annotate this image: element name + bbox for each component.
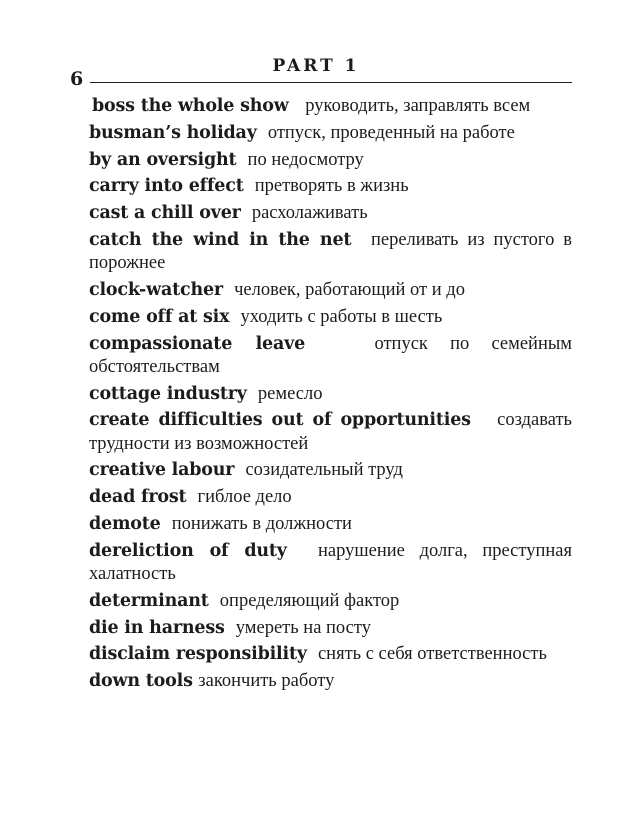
entry-term: catch the wind in the net <box>89 229 352 250</box>
entry-definition: ремесло <box>257 383 323 404</box>
glossary-entry <box>89 175 572 198</box>
glossary-entry <box>89 670 572 693</box>
entry-definition: расхолаживать <box>251 203 368 224</box>
glossary-entry <box>89 617 572 640</box>
glossary-entry <box>89 229 572 275</box>
glossary-entry <box>89 95 572 118</box>
entry-term: dereliction of duty <box>89 540 287 561</box>
entry-term: by an oversight <box>89 149 237 170</box>
entry-definition: человек, работающий от и до <box>234 279 465 300</box>
entry-term: disclaim responsibility <box>89 644 307 665</box>
entry-definition: закончить работу <box>198 671 335 692</box>
glossary-entry <box>89 540 572 586</box>
entry-definition: руководить, заправлять всем <box>305 96 531 116</box>
entry-definition: отпуск по семейным обстоятельствам <box>89 333 572 377</box>
glossary-entry <box>89 409 572 455</box>
entry-term: come off at six <box>89 306 230 327</box>
glossary-entry <box>89 122 572 145</box>
entry-term: create difficulties out of opportunities <box>89 410 471 431</box>
entry-term: creative labour <box>89 460 235 481</box>
entry-term: carry into effect <box>89 176 244 197</box>
entry-definition: отпуск, проведенный на работе <box>267 122 515 143</box>
entry-definition: гиблое дело <box>197 487 292 508</box>
entry-definition: уходить с работы в шесть <box>240 306 443 327</box>
entry-term: determinant <box>89 590 209 611</box>
entry-term: busman’s holiday <box>89 122 257 143</box>
entry-term: clock-watcher <box>89 279 223 300</box>
entry-term: compassionate leave <box>89 333 306 354</box>
running-header: PART 1 <box>272 56 360 76</box>
glossary-entry <box>89 306 572 329</box>
entry-term: die in harness <box>89 617 225 638</box>
entry-definition: созидательный труд <box>245 460 403 481</box>
entry-term: dead frost <box>89 487 187 508</box>
entry-term: cottage industry <box>89 383 247 404</box>
entry-definition: понижать в должности <box>171 513 352 534</box>
entry-definition: переливать из пустого в порожнее <box>89 229 572 274</box>
entry-term: boss the whole show <box>92 96 289 116</box>
glossary-entry <box>89 279 572 302</box>
entry-definition: по недосмотру <box>247 149 364 170</box>
glossary-entry <box>89 486 572 509</box>
entry-term: down tools <box>89 671 193 692</box>
entry-term: cast a chill over <box>89 203 241 224</box>
entry-definition: умереть на посту <box>235 617 371 638</box>
page-number: 6 <box>70 68 84 90</box>
entry-term: demote <box>89 513 161 534</box>
entry-definition: нарушение долга, преступная халатность <box>89 540 572 584</box>
glossary-entry <box>89 383 572 406</box>
entry-definition: создавать трудности из возможностей <box>89 410 572 454</box>
header-rule <box>90 82 572 83</box>
glossary-entry <box>89 149 572 172</box>
glossary-entry <box>89 459 572 482</box>
entry-definition: определяющий фактор <box>219 590 400 611</box>
entry-definition: претворять в жизнь <box>254 176 409 197</box>
glossary-entry <box>89 333 572 379</box>
glossary-entry <box>89 513 572 536</box>
entry-definition: снять с себя ответственность <box>317 644 547 665</box>
glossary-list <box>89 95 572 697</box>
glossary-entry <box>89 590 572 613</box>
glossary-entry <box>89 643 572 666</box>
glossary-entry <box>89 202 572 225</box>
